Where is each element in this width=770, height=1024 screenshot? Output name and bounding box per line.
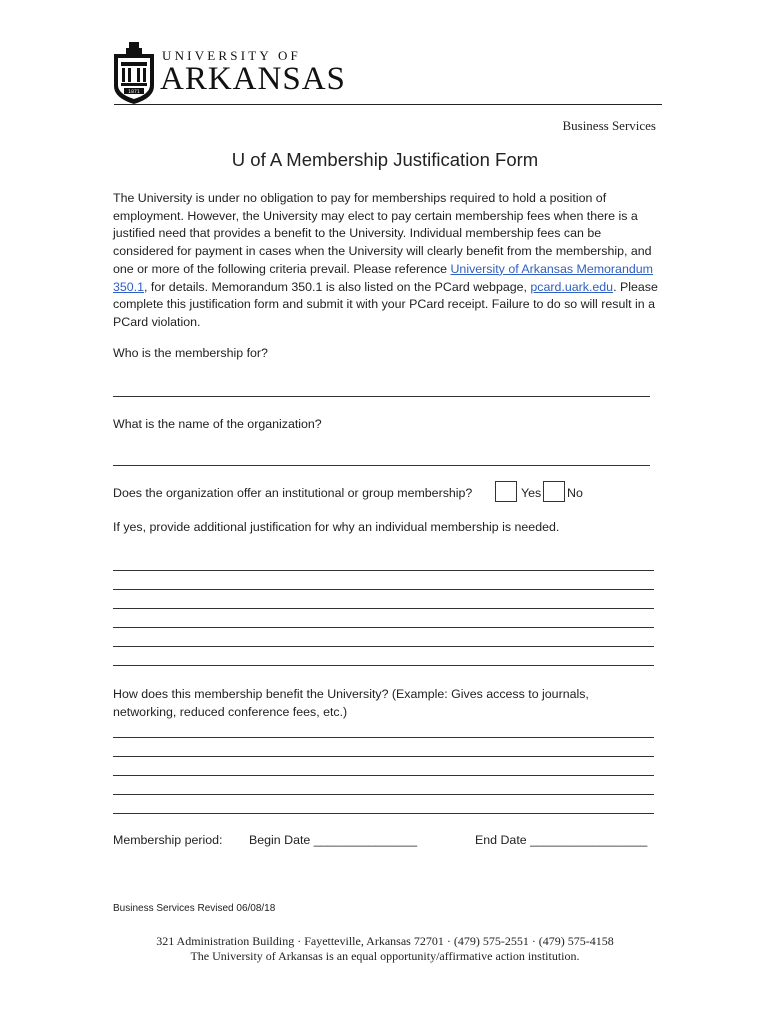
question-group-membership: Does the organization offer an institutional or group membership? xyxy=(113,486,473,500)
question-organization: What is the name of the organization? xyxy=(113,417,322,431)
intro-text-1: The University is under no obligation to pay for memberships required to hold a position of employment. However, the University may elect to pay certain membership fees when there is a justified need that provides a benefit to the University. Individual membership fees can be considered for payment in cases when the University will clearly benefit from the membership, and one or more of the following criteria prevail. Please reference xyxy=(113,191,652,276)
justification-line[interactable] xyxy=(113,646,654,647)
begin-date-field[interactable]: Begin Date _______________ xyxy=(249,833,418,847)
university-logo xyxy=(112,42,672,112)
university-seal-icon xyxy=(112,42,156,104)
membership-period-label: Membership period: xyxy=(113,833,223,847)
no-checkbox[interactable] xyxy=(543,481,565,502)
logo-text-arkansas: ARKANSAS xyxy=(160,61,346,97)
department-label: Business Services xyxy=(562,118,656,133)
question-benefit: How does this membership benefit the University? (Example: Gives access to journals, networking, reduced conference fees, etc.) xyxy=(113,687,589,719)
question-who: Who is the membership for? xyxy=(113,346,268,360)
yes-label: Yes xyxy=(521,486,542,500)
intro-paragraph xyxy=(113,190,661,332)
answer-line-organization[interactable] xyxy=(113,465,650,466)
footer-address: 321 Administration Building · Fayetteville, Arkansas 72701 · (479) 575-2551 · (479) 575-4158 xyxy=(156,934,614,948)
benefit-line[interactable] xyxy=(113,794,654,795)
justification-line[interactable] xyxy=(113,608,654,609)
form-title: U of A Membership Justification Form xyxy=(231,149,539,170)
answer-line-who[interactable] xyxy=(113,396,650,397)
pcard-website-link[interactable]: pcard.uark.edu xyxy=(530,279,614,294)
justification-line[interactable] xyxy=(113,665,654,666)
benefit-line[interactable] xyxy=(113,775,654,776)
benefit-line[interactable] xyxy=(113,813,654,814)
intro-text-3: . Please complete this justification form and submit it with your PCard receipt. Failure to do so will result in a PCard violation. xyxy=(113,279,658,329)
justification-line[interactable] xyxy=(113,589,654,590)
revision-note: Business Services Revised 06/08/18 xyxy=(113,903,276,914)
intro-text-2: , for details. Memorandum 350.1 is also listed on the PCard webpage, xyxy=(144,279,531,294)
question-justification: If yes, provide additional justification for why an individual membership is needed. xyxy=(113,520,560,534)
memorandum-link[interactable]: University of Arkansas Memorandum 350.1 xyxy=(113,261,653,294)
yes-checkbox[interactable] xyxy=(495,481,517,502)
benefit-line[interactable] xyxy=(113,756,654,757)
benefit-line[interactable] xyxy=(113,737,654,738)
header-divider xyxy=(114,104,662,105)
justification-line[interactable] xyxy=(113,627,654,628)
seal-year: 1871 xyxy=(128,90,140,95)
footer-equal-opportunity: The University of Arkansas is an equal opportunity/affirmative action institution. xyxy=(190,949,580,963)
no-label: No xyxy=(567,486,583,500)
end-date-field[interactable]: End Date _________________ xyxy=(475,833,648,847)
justification-line[interactable] xyxy=(113,570,654,571)
logo-text-university-of: UNIVERSITY OF xyxy=(162,48,301,63)
